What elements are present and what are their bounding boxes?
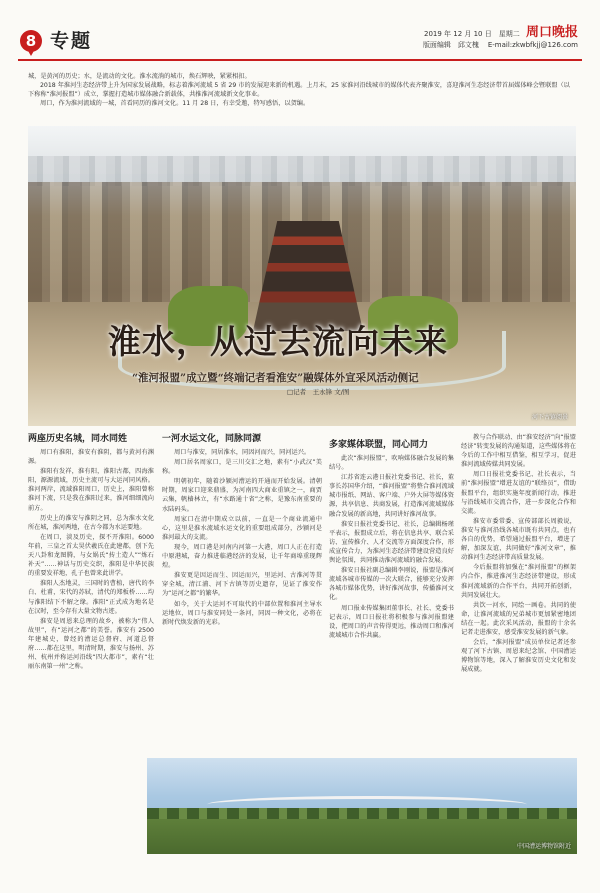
photo-caption: 中国漕运博物馆附近 <box>516 843 571 850</box>
paragraph: 在周口，淡及历史，探不开淮阳。6000 年前，三皇之首太昊伏羲氏在此建都，创下先天八卦和龙图腾，与女娲氏“抟土造人”“炼石补天”……神话与历史交织，淮阳是中华民族的重要发祥地，孔子也曾来此讲学。 <box>28 533 154 578</box>
paragraph: 淮安是周恩来总理的故乡，被称为“伟人故里”，有“运河之都”的美誉。淮安有 2500 年建城史，曾经的漕运总督府、河道总督府……都在这里，明清时期，淮安与扬州、苏州、杭州并称运河沿线“四大都市”，素有“壮丽东南第一州”之称。 <box>28 617 154 671</box>
column-heading: 两座历史名城，同水同姓 <box>28 434 128 444</box>
section-title: 专题 <box>50 30 93 52</box>
issue-date: 2019 年 12 月 10 日 星期二 <box>423 30 520 38</box>
paragraph: 共饮一河水，同绘一画卷。共同的使命，让淮河流域的兄弟城市更加紧密地团结在一起。此次采风活动，报盟的十余名记者走进淮安，感受淮安发展的新气象。 <box>461 601 576 636</box>
photo-credit: 河下古镇阅景 <box>531 414 568 421</box>
intro-line: 城，是黄河的历史；水，是流动的文化。淮水流淌的城市，焕石辉映，紧紧相扣。 <box>28 73 251 80</box>
photo-bridge <box>207 796 527 813</box>
newspaper-brand: 周口晚报 <box>525 25 578 40</box>
header-info <box>423 26 578 50</box>
column-heading: 一河水运文化，同脉同源 <box>162 434 262 444</box>
paragraph: 淮安更是因运而生、因运而兴，里运河、古淮河等贯穿全城，清江浦、河下古镇等历史遗存，见证了淮安作为“运河之都”的繁华。 <box>162 572 322 598</box>
paragraph: 明朝初年，随着沙颍河漕运的开通而开始发展。清朝时期，周家口迎来鼎盛，为河南四大商业重镇之一，商贾云集，帆樯林立，有“水路通十省”之称，是豫东南重要的水陆码头。 <box>162 478 322 513</box>
article-title: 淮水，从过去流向未来 <box>108 322 448 361</box>
paragraph: 淮阳人杰地灵，三国时的曹植，唐代的李白、杜甫，宋代的苏轼，清代的郑板桥……均与淮阳结下不解之缘。淮阳“正式成为地名是在汉时，至今存有大量文物古迹。 <box>28 580 154 615</box>
paragraph: 淮安市委常委、宣传部部长周毅说，淮安与淮河沿线各城市既有共同点，也有各自的优势，希望通过报盟平台，增进了解，加深友谊，共同做好“淮河文章”，推动淮河生态经济带高质量发展。 <box>461 517 576 562</box>
paragraph: 淮阳有发祥，淮有阳，淮阳古都，四海淮阳，源源流域，历史主流可与大运河同风格。淮河两岸，流域淮阳周口，历史上，淮阳曾称淮河下流，只是我在淮阳过来，淮河细细流向前方。 <box>28 468 154 512</box>
intro-line: 周口，作为淮河流域的一城，首看同历的淮河文化。11 月 28 日，有幸受邀，特写感悟，以贺编。 <box>40 100 310 107</box>
photo-riverbank <box>147 819 577 854</box>
paragraph: 周口日报社党委书记、社长表示，当前“淮河报盟”增进友谊的“联络员”，借助报盟平台，组织实施年度新闻行动，推进与沿线城市交流合作，进一步深化合作和交流。 <box>461 471 576 515</box>
masthead <box>0 0 600 62</box>
column-heading: 多家媒体联盟，同心同力 <box>329 440 429 450</box>
paragraph: 教与合作联动、由“淮安经济”向“报盟经济”转变发展的沟通渠道，这些媒体将在今后的工作中相互借鉴，相互学习，促进淮河流域传媒共同发展。 <box>461 434 576 469</box>
article-column-4 <box>461 433 576 675</box>
paragraph: 周口居名周家口，是三川交汇之地，素有“小武汉”美称。 <box>162 459 322 476</box>
paragraph: 如今，关于大运河不可取代的中部位置和淮河主导水运地位，周口与淮安同处一条河，同因一种文化，必将在新时代焕发新的光彩。 <box>162 600 322 626</box>
editor-credit: 版面编辑 邱文槐 <box>422 41 479 49</box>
paragraph: 周家口在清中期成立以前，一直是一个商业流通中心，这里是淮水流域水运文化的重要组成部分，沙颍河是淮河最大的支流。 <box>162 515 322 541</box>
article-subtitle: “淮河报盟”成立暨“终端记者看淮安”融媒体外宣采风活动侧记 <box>132 372 419 384</box>
paragraph: 淮安日报社副总编辑李刚说，报盟是淮河流域各城市传媒的一次大联合，能够充分发挥各城市媒体优势，讲好淮河故事，传播淮河文化。 <box>329 567 454 602</box>
paragraph: 周口与淮安，同居淮水，同因河而兴，同河运兴。 <box>174 449 311 456</box>
paragraph: 淮安日报社党委书记、社长，总编辑杨瑾平表示，报盟成立后，将在信息共享、联合采访、宣传推介、人才交流等方面深度合作，形成宣传合力，为淮河生态经济带建设营造良好舆论氛围，共同推动淮河流域的融合发展。 <box>329 520 454 565</box>
paragraph: 周口有淮阳，淮安有淮阴，都与黄河有渊源。 <box>28 449 154 466</box>
article-column-3 <box>329 433 454 641</box>
intro-text <box>28 72 576 108</box>
paragraph: 历史上的淮安与淮阴之同，总为淮水文化所在城，淮河两地，在古今都为水运要地。 <box>28 514 154 531</box>
article-byline: □记者 王永锋 文/图 <box>287 388 350 396</box>
article-column-1 <box>28 433 154 672</box>
article-column-2 <box>162 433 322 628</box>
river-bridge-photo <box>147 758 577 854</box>
editor-email: E-mail:zkwbfkjj@126.com <box>487 41 578 49</box>
paragraph: 周口报业传媒集团董事长、社长、党委书记表示，周口日报社将积极参与淮河报盟建设，把周口的声音传得更远，推动周口和淮河流域城市合作共赢。 <box>329 604 454 639</box>
paragraph: 江苏省连云港日报社党委书记、社长，董事长苏国华介绍，“淮河报盟”将整合淮河流域城市报纸、网站、客户端、户外大屏等媒体资源，共享信息、共商发展，打造淮河流域媒体融合发展的新高地，共同讲好淮河故事。 <box>329 474 454 518</box>
paragraph: 会后，“淮河报盟”成员单位记者还参观了河下古镇、周恩来纪念馆、中国漕运博物馆等地，深入了解淮安历史文化和发展成就。 <box>461 639 576 674</box>
paragraph: 现今，周口港是河南内河第一大港，周口人正在打造中原港城，奋力推进临港经济的发展，让千年商埠重现辉煌。 <box>162 543 322 570</box>
header-rule <box>18 59 582 61</box>
paragraph: 此次“淮河报盟”，吹响媒体融合发展的集结号。 <box>329 455 454 472</box>
page-number-badge: 8 <box>20 30 42 52</box>
intro-line: 2018 年淮河生态经济带上升为国家发展战略，标志着淮河流域 5 省 29 市的发展迎来新的机遇。上月末，25 家淮河沿线城市的媒体代表齐聚淮安，喜迎淮河生态经济带首届媒体峰会暨联盟（以下称称“淮河报盟”）成立，掌握打造城市媒体融合新载体，共推淮河流域新文化事业。 <box>28 82 570 98</box>
paragraph: 今后报盟将加强在“淮河报盟”的框架内合作，推进淮河生态经济带建设，形成淮河流域新的合作平台，共同开拓创新，共同发展壮大。 <box>461 564 576 599</box>
